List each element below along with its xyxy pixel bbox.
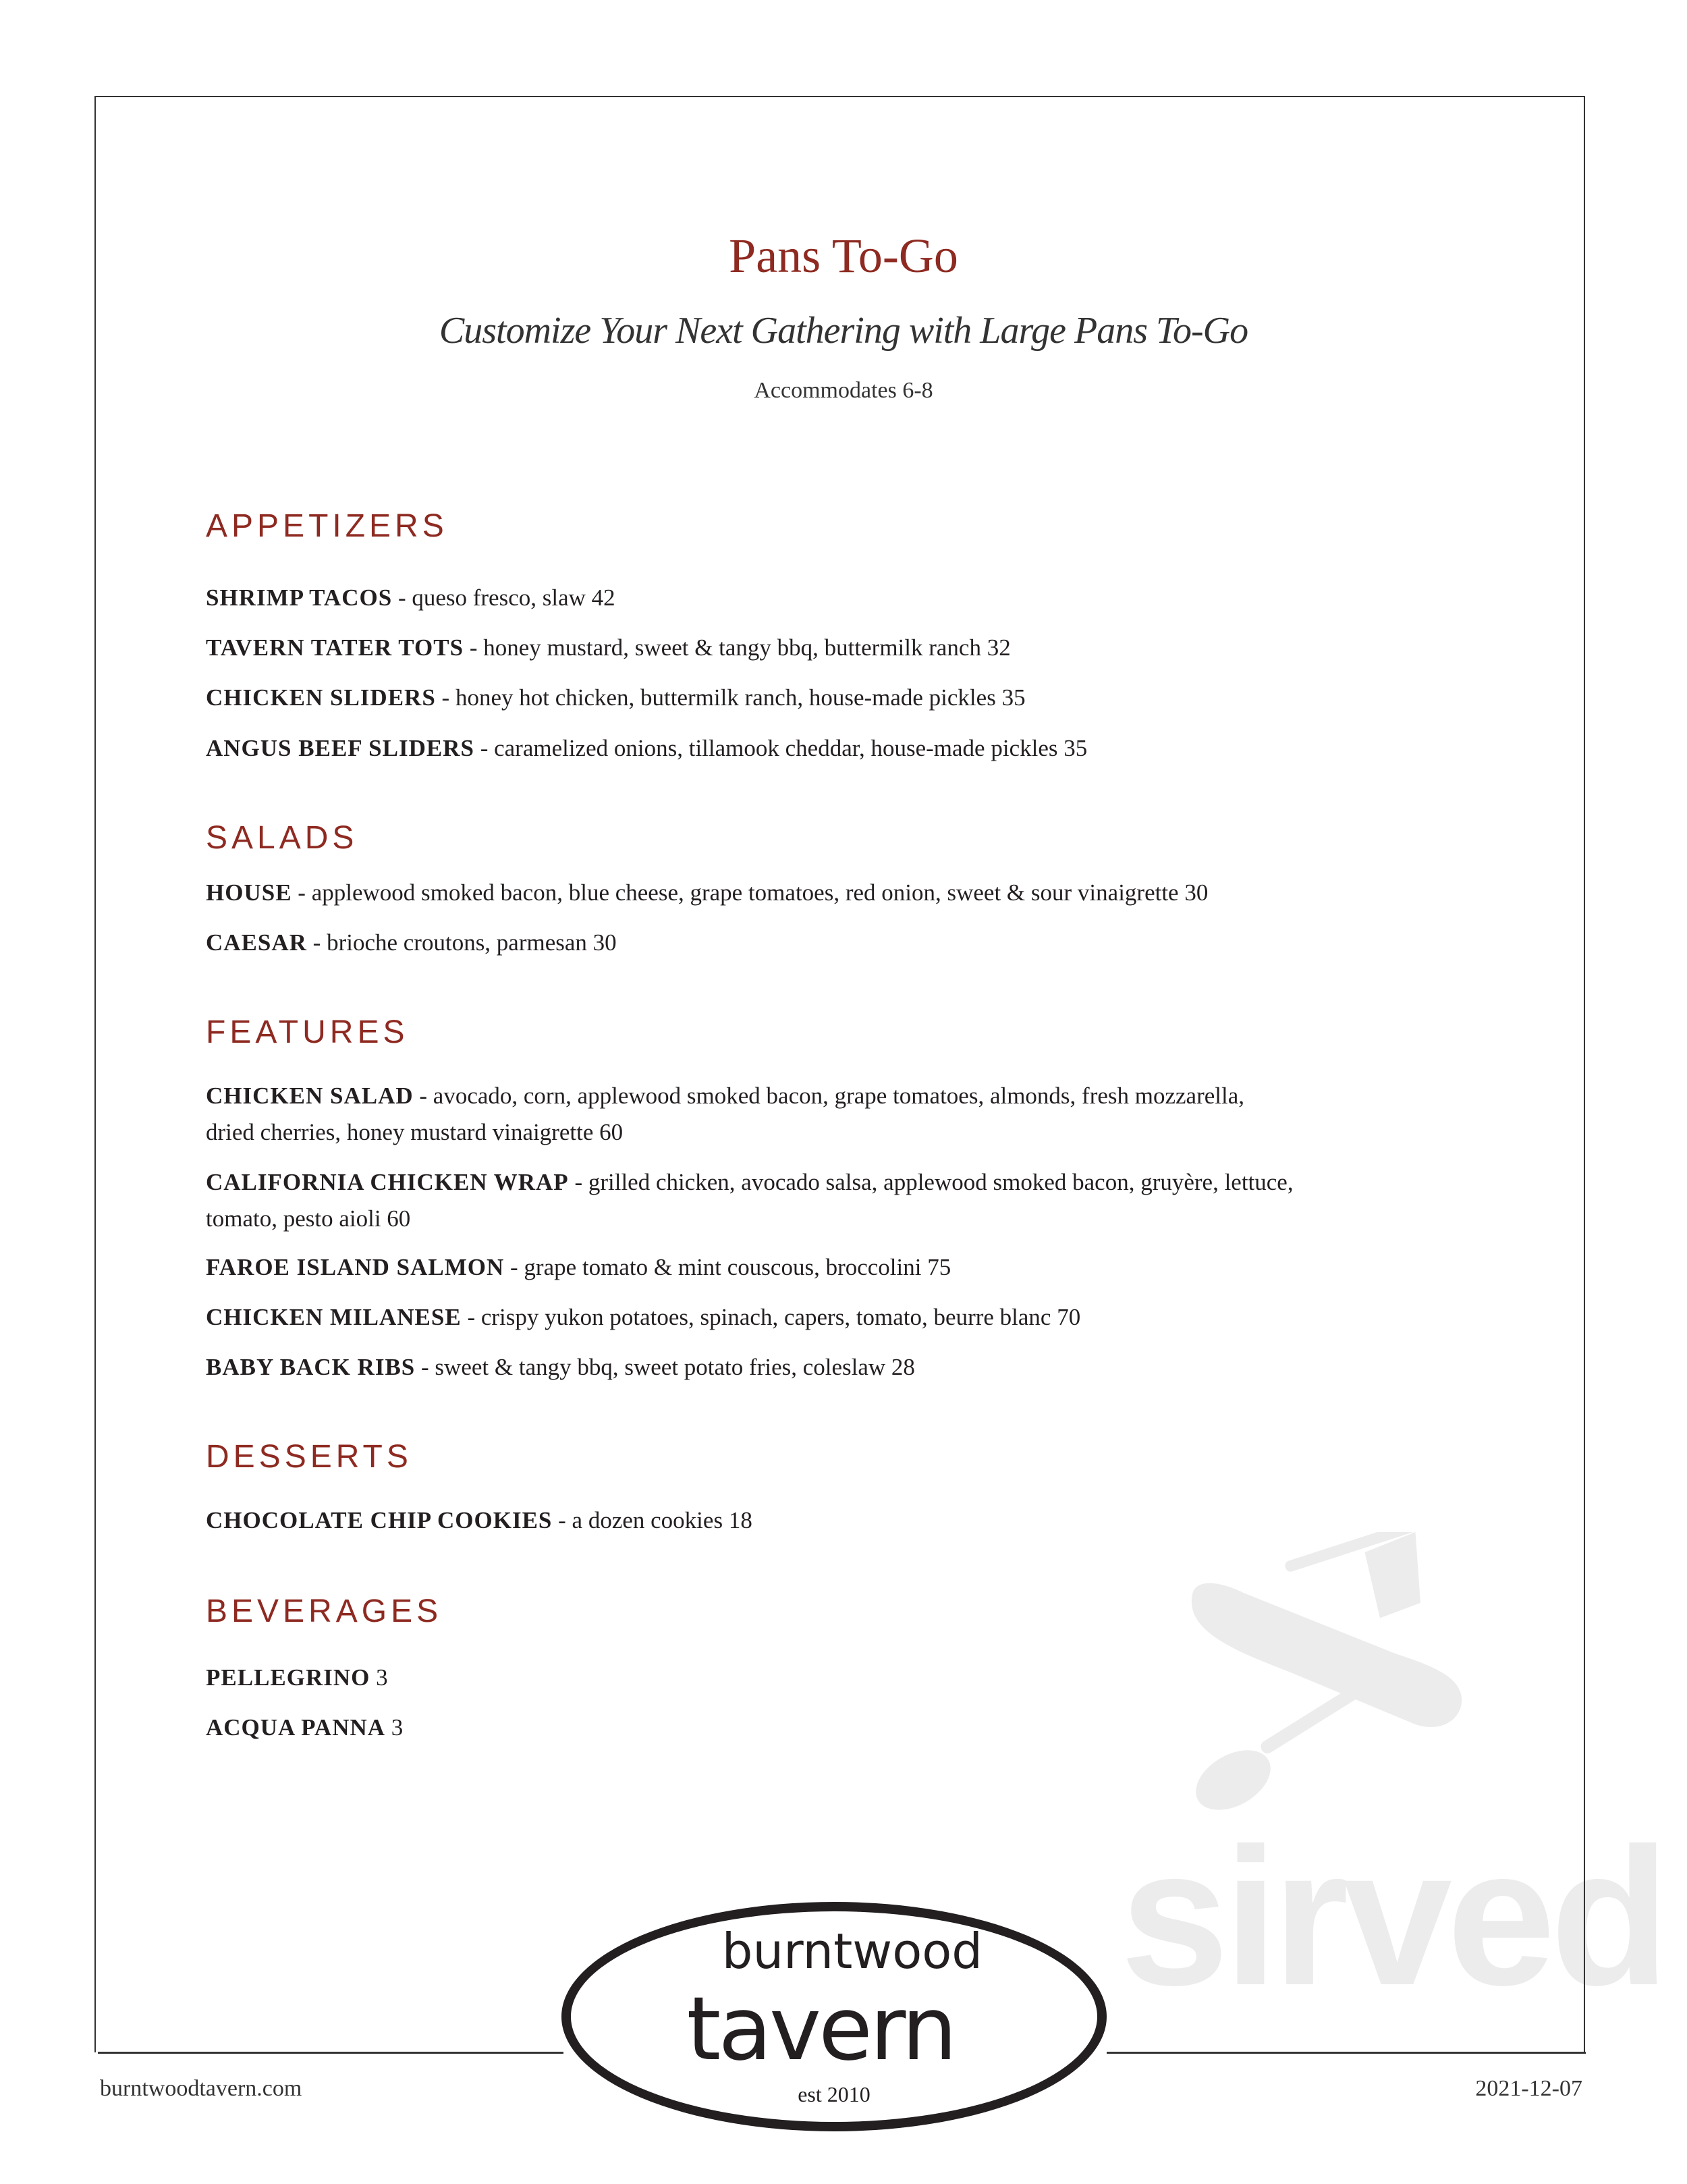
footer-website: burntwoodtavern.com (100, 2076, 302, 2101)
menu-item: TAVERN TATER TOTS - honey mustard, sweet & tangy bbq, buttermilk ranch 32 (206, 634, 1011, 661)
menu-item: CAESAR - brioche croutons, parmesan 30 (206, 929, 617, 956)
sirved-watermark: sirved (1120, 1807, 1665, 2026)
menu-item: SHRIMP TACOS - queso fresco, slaw 42 (206, 584, 615, 611)
section-heading-appetizers: APPETIZERS (206, 508, 448, 544)
serving-note: Accommodates 6-8 (754, 378, 933, 403)
menu-item: CHOCOLATE CHIP COOKIES - a dozen cookies 18 (206, 1507, 752, 1533)
section-heading-beverages: BEVERAGES (206, 1593, 443, 1629)
menu-item: ANGUS BEEF SLIDERS - caramelized onions, tillamook cheddar, house-made pickles 35 (206, 735, 1088, 761)
burntwood-tavern-logo (561, 1902, 1107, 2131)
menu-item: PELLEGRINO 3 (206, 1664, 388, 1691)
page-subtitle: Customize Your Next Gathering with Large Pans To-Go (439, 310, 1248, 352)
section-heading-salads: SALADS (206, 820, 358, 856)
menu-item: CHICKEN SLIDERS - honey hot chicken, buttermilk ranch, house-made pickles 35 (206, 684, 1026, 711)
menu-item: CHICKEN SALAD - avocado, corn, applewood smoked bacon, grape tomatoes, almonds, fresh mozzarella, dried cherries, honey mustard vinaigrette 60 (206, 1083, 1245, 1145)
menu-item: HOUSE - applewood smoked bacon, blue cheese, grape tomatoes, red onion, sweet & sour vinaigrette 30 (206, 879, 1209, 906)
logo-line2: tavern (686, 1977, 955, 2080)
divider (1107, 2052, 1586, 2054)
logo-est: est 2010 (798, 2082, 870, 2106)
menu-item: CALIFORNIA CHICKEN WRAP - grilled chicken, avocado salsa, applewood smoked bacon, gruyère, lettuce, tomato, pesto aioli 60 (206, 1169, 1294, 1232)
page-title: Pans To-Go (729, 229, 958, 283)
section-heading-features: FEATURES (206, 1014, 409, 1050)
menu-item: BABY BACK RIBS - sweet & tangy bbq, sweet potato fries, coleslaw 28 (206, 1354, 915, 1380)
logo-line1: burntwood (721, 1923, 983, 1980)
menu-item: ACQUA PANNA 3 (206, 1714, 404, 1741)
footer-date: 2021-12-07 (1475, 2076, 1582, 2101)
menu-item: CHICKEN MILANESE - crispy yukon potatoes, spinach, capers, tomato, beurre blanc 70 (206, 1304, 1081, 1330)
menu-item: FAROE ISLAND SALMON - grape tomato & mint couscous, broccolini 75 (206, 1254, 951, 1280)
divider (98, 2052, 563, 2054)
section-heading-desserts: DESSERTS (206, 1439, 412, 1475)
